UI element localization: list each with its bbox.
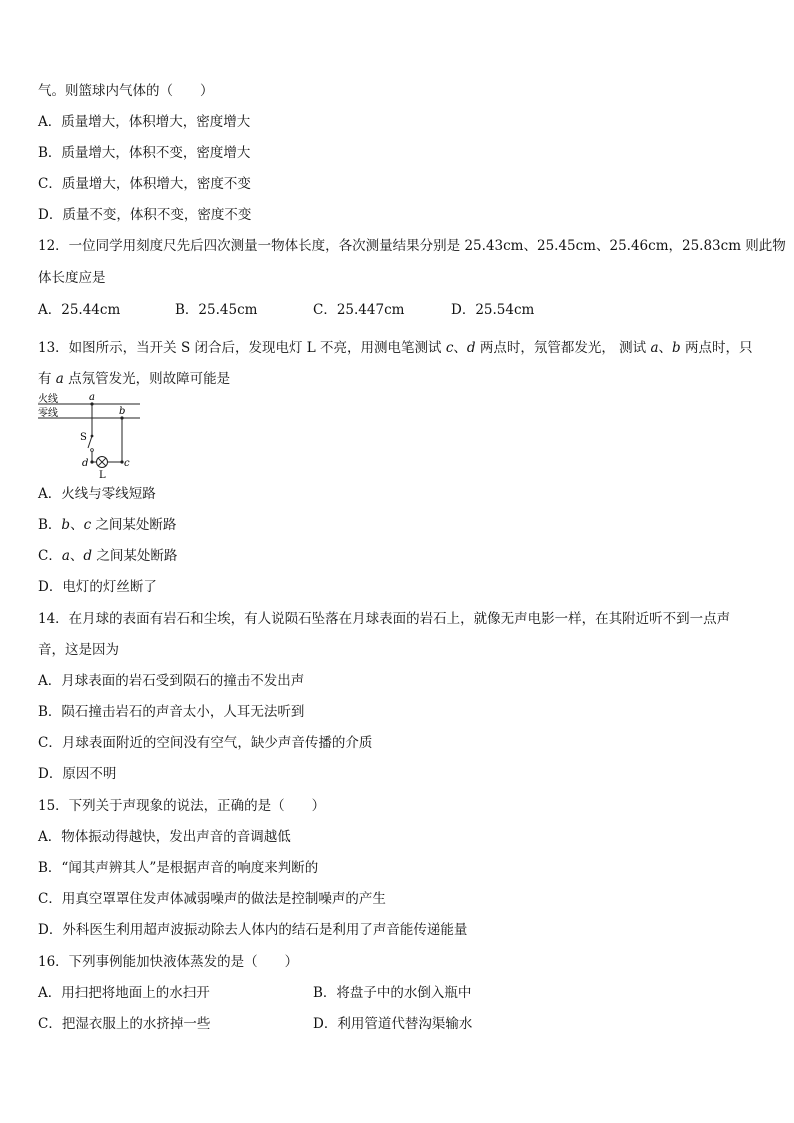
junction-d xyxy=(90,460,93,463)
point-c-label: c xyxy=(124,458,130,469)
q13-option-b-var: c xyxy=(83,517,92,533)
q12-option-d: D．25.54cm xyxy=(451,302,535,318)
q13-stem-line2 xyxy=(38,369,230,389)
q13-sep: 、 xyxy=(453,340,467,356)
q13-var-a: a xyxy=(650,340,659,356)
q14-option-c: C．月球表面附近的空间没有空气，缺少声音传播的介质 xyxy=(38,735,373,751)
q11-option-b: B．质量增大，体积不变，密度增大 xyxy=(38,145,251,161)
lamp-label: L xyxy=(99,470,106,480)
switch-contact xyxy=(91,449,94,452)
q13-text: 两点时，氖管都发光， 测试 xyxy=(475,340,651,356)
neutral-wire-label: 零线 xyxy=(38,408,58,419)
q12-option-a: A．25.44cm xyxy=(38,302,121,318)
q12-stem-line1: 12．一位同学用刻度尺先后四次测量一物体长度，各次测量结果分别是 25.43cm、25.45cm、25.46cm，25.83cm 则此物 xyxy=(38,238,786,254)
q15-option-b: B．“闻其声辨其人”是根据声音的响度来判断的 xyxy=(38,860,319,876)
switch-label: S xyxy=(80,432,87,443)
q15-option-c: C．用真空罩罩住发声体减弱噪声的做法是控制噪声的产生 xyxy=(38,891,386,907)
point-a-label: a xyxy=(89,392,95,403)
q13-var-a: a xyxy=(55,371,64,387)
q13-text: 有 xyxy=(38,371,56,387)
q11-option-c: C．质量增大，体积增大，密度不变 xyxy=(38,176,251,192)
q13-stem-line1 xyxy=(38,338,752,358)
q11-option-a: A．质量增大，体积增大，密度增大 xyxy=(38,114,251,130)
q13-option-b-var: b xyxy=(61,517,71,533)
q16-option-a: A．用扫把将地面上的水扫开 xyxy=(38,985,210,1001)
circuit-diagram xyxy=(38,392,148,480)
q13-option-d: D．电灯的灯丝断了 xyxy=(38,579,157,595)
q16-option-b: B．将盘子中的水倒入瓶中 xyxy=(313,985,472,1001)
q13-var-b: b xyxy=(672,340,681,356)
q11-option-d: D．质量不变，体积不变，密度不变 xyxy=(38,207,252,223)
q13-sep: 、 xyxy=(658,340,673,356)
q16-option-c: C．把湿衣服上的水挤掉一些 xyxy=(38,1016,211,1032)
q16-stem: 16．下列事例能加快液体蒸发的是（ ） xyxy=(38,954,299,970)
q15-stem: 15．下列关于声现象的说法，正确的是（ ） xyxy=(38,798,326,814)
q14-option-a: A．月球表面的岩石受到陨石的撞击不发出声 xyxy=(38,673,305,689)
q13-option-b-text: 之间某处断路 xyxy=(91,517,177,533)
q13-text: 点氖管发光，则故障可能是 xyxy=(63,371,231,387)
q13-option-c xyxy=(38,546,177,566)
q11-stem-tail: 气。则篮球内气体的（ ） xyxy=(38,83,214,99)
q13-option-b-sep: 、 xyxy=(70,517,84,533)
q13-var-d: d xyxy=(466,340,476,356)
q13-option-b xyxy=(38,515,176,535)
q13-option-c-prefix: C． xyxy=(38,548,62,564)
q12-option-c: C．25.447cm xyxy=(313,302,405,318)
q16-option-d: D．利用管道代替沟渠输水 xyxy=(313,1016,473,1032)
q13-option-b-prefix: B． xyxy=(38,517,62,533)
q13-option-c-var: d xyxy=(83,548,93,564)
q13-text: 两点时，只 xyxy=(680,340,753,356)
q14-stem-line1: 14．在月球的表面有岩石和尘埃，有人说陨石坠落在月球表面的岩石上，就像无声电影一样，在其附近听不到一点声 xyxy=(38,611,731,627)
point-b-label: b xyxy=(119,406,126,417)
q13-text: 13．如图所示，当开关 S 闭合后，发现电灯 L 不亮，用测电笔测试 xyxy=(38,340,446,356)
q12-stem-line2: 体长度应是 xyxy=(38,270,106,286)
q14-option-d: D．原因不明 xyxy=(38,766,117,782)
point-d-label: d xyxy=(82,458,89,469)
q13-option-c-sep: 、 xyxy=(69,548,84,564)
q13-option-c-text: 之间某处断路 xyxy=(92,548,178,564)
live-wire-label: 火线 xyxy=(38,394,58,405)
switch-blade xyxy=(88,436,92,448)
q14-stem-line2: 音，这是因为 xyxy=(38,642,119,658)
q12-option-b: B．25.45cm xyxy=(175,302,258,318)
q14-option-b: B．陨石撞击岩石的声音太小，人耳无法听到 xyxy=(38,704,305,720)
q13-option-a: A．火线与零线短路 xyxy=(38,486,156,502)
q13-option-c-var: a xyxy=(61,548,70,564)
q15-option-a: A．物体振动得越快，发出声音的音调越低 xyxy=(38,829,291,845)
q15-option-d: D．外科医生利用超声波振动除去人体内的结石是利用了声音能传递能量 xyxy=(38,922,468,938)
q13-var-c: c xyxy=(445,340,454,356)
